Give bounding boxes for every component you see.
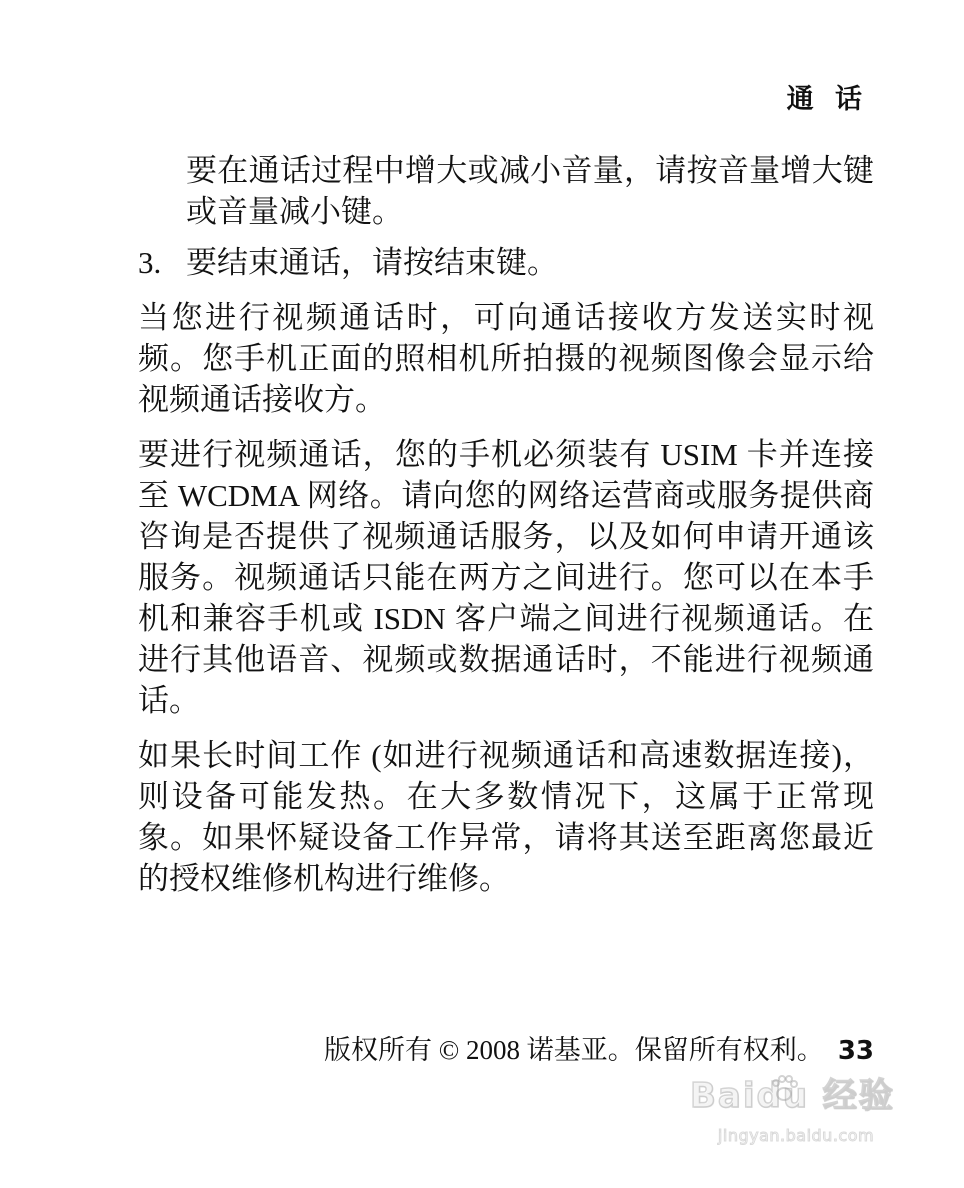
baidu-paw-icon — [768, 1073, 800, 1105]
video-call-requirements-paragraph: 要进行视频通话，您的手机必须装有 USIM 卡并连接至 WCDMA 网络。请向您的网络运营商或服务提供商咨询是否提供了视频通话服务，以及如何申请开通该服务。视频通话只能在两方之间进行。您可以在本手机和兼容手机或 ISDN 客户端之间进行视频通话。在进行其他语音、视频或数据通话时，不能进行视频通话。 — [138, 437, 874, 718]
watermark-url: jingyan.baidu.com — [717, 1126, 875, 1145]
device-heat-warning-paragraph: 如果长时间工作 (如进行视频通话和高速数据连接)，则设备可能发热。在大多数情况下，这属于正常现象。如果怀疑设备工作异常，请将其送至距离您最近的授权维修机构进行维修。 — [138, 738, 874, 896]
video-call-intro-paragraph: 当您进行视频通话时，可向通话接收方发送实时视频。您手机正面的照相机所拍摄的视频图像会显示给视频通话接收方。 — [138, 300, 874, 417]
document-content — [138, 150, 874, 899]
watermark-logo-text: Baidu 经验 — [690, 1076, 895, 1116]
step-item-3 — [138, 242, 874, 283]
step-text: 要结束通话，请按结束键。 — [186, 245, 558, 280]
baidu-jingyan-watermark — [690, 1068, 920, 1173]
page-number: 33 — [837, 1036, 874, 1066]
page-footer — [320, 1030, 874, 1071]
page-header-title: 通 话 — [786, 84, 868, 115]
copyright-notice: 版权所有 © 2008 诺基亚。保留所有权利。 — [324, 1035, 824, 1065]
volume-instruction: 要在通话过程中增大或减小音量，请按音量增大键或音量减小键。 — [186, 153, 874, 229]
step-number: 3. — [138, 245, 162, 280]
